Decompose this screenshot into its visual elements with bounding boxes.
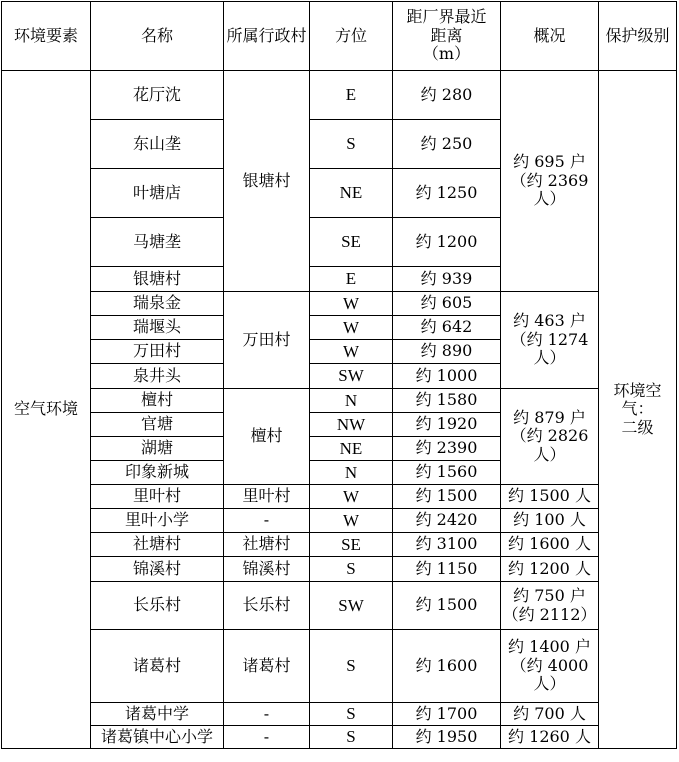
distance-cell: 约 1950 — [393, 726, 501, 749]
distance-cell: 约 1600 — [393, 630, 501, 703]
name-cell: 诸葛镇中心小学 — [91, 726, 224, 749]
name-cell: 瑞泉金 — [91, 292, 224, 316]
distance-cell: 约 1250 — [393, 169, 501, 218]
table-row — [2, 630, 677, 703]
distance-cell: 约 890 — [393, 340, 501, 364]
distance-cell: 约 1700 — [393, 703, 501, 726]
distance-cell: 约 2390 — [393, 437, 501, 461]
direction-cell: S — [310, 726, 393, 749]
element-cell: 空气环境 — [2, 71, 91, 749]
distance-cell: 约 1500 — [393, 582, 501, 630]
name-cell: 花厅沈 — [91, 71, 224, 120]
sensitive-targets-table — [1, 1, 677, 749]
direction-cell: W — [310, 509, 393, 533]
distance-cell: 约 280 — [393, 71, 501, 120]
distance-cell: 约 1580 — [393, 389, 501, 413]
distance-cell: 约 1200 — [393, 218, 501, 267]
direction-cell: SW — [310, 364, 393, 389]
overview-cell: 约 1600 人 — [501, 533, 599, 557]
table-row — [2, 557, 677, 582]
protection-level-cell: 环境空 气： 二级 — [599, 71, 677, 749]
distance-cell: 约 250 — [393, 120, 501, 169]
name-cell: 湖塘 — [91, 437, 224, 461]
table-row — [2, 582, 677, 630]
table-row — [2, 389, 677, 413]
overview-cell: 约 100 人 — [501, 509, 599, 533]
header-cell: 距厂界最近 距离 （m） — [393, 2, 501, 71]
village-cell: 万田村 — [224, 292, 310, 389]
name-cell: 锦溪村 — [91, 557, 224, 582]
village-cell: - — [224, 509, 310, 533]
distance-cell: 约 939 — [393, 267, 501, 292]
name-cell: 万田村 — [91, 340, 224, 364]
direction-cell: N — [310, 389, 393, 413]
distance-cell: 约 605 — [393, 292, 501, 316]
direction-cell: N — [310, 461, 393, 485]
name-cell: 诸葛村 — [91, 630, 224, 703]
table-row — [2, 509, 677, 533]
name-cell: 檀村 — [91, 389, 224, 413]
overview-cell: 约 1260 人 — [501, 726, 599, 749]
header-cell: 所属行政村 — [224, 2, 310, 71]
overview-cell: 约 1500 人 — [501, 485, 599, 509]
direction-cell: E — [310, 71, 393, 120]
village-cell: - — [224, 726, 310, 749]
table-row — [2, 292, 677, 316]
direction-cell: W — [310, 316, 393, 340]
header-cell: 保护级别 — [599, 2, 677, 71]
village-cell: 社塘村 — [224, 533, 310, 557]
overview-cell: 约 1200 人 — [501, 557, 599, 582]
direction-cell: W — [310, 340, 393, 364]
name-cell: 马塘垄 — [91, 218, 224, 267]
table-row — [2, 485, 677, 509]
distance-cell: 约 2420 — [393, 509, 501, 533]
overview-cell: 约 463 户 （约 1274 人） — [501, 292, 599, 389]
name-cell: 瑞堰头 — [91, 316, 224, 340]
direction-cell: S — [310, 120, 393, 169]
direction-cell: W — [310, 485, 393, 509]
distance-cell: 约 1920 — [393, 413, 501, 437]
village-cell: - — [224, 703, 310, 726]
direction-cell: SE — [310, 218, 393, 267]
direction-cell: NE — [310, 169, 393, 218]
name-cell: 官塘 — [91, 413, 224, 437]
village-cell: 里叶村 — [224, 485, 310, 509]
distance-cell: 约 1150 — [393, 557, 501, 582]
overview-cell: 约 1400 户 （约 4000 人） — [501, 630, 599, 703]
direction-cell: S — [310, 557, 393, 582]
direction-cell: NE — [310, 437, 393, 461]
table-row — [2, 533, 677, 557]
header-cell: 方位 — [310, 2, 393, 71]
direction-cell: W — [310, 292, 393, 316]
overview-cell: 约 695 户 （约 2369 人） — [501, 71, 599, 292]
name-cell: 印象新城 — [91, 461, 224, 485]
overview-cell: 约 879 户 （约 2826 人） — [501, 389, 599, 485]
direction-cell: S — [310, 703, 393, 726]
name-cell: 诸葛中学 — [91, 703, 224, 726]
distance-cell: 约 1560 — [393, 461, 501, 485]
header-cell: 名称 — [91, 2, 224, 71]
table-row — [2, 71, 677, 120]
name-cell: 泉井头 — [91, 364, 224, 389]
direction-cell: SW — [310, 582, 393, 630]
name-cell: 里叶小学 — [91, 509, 224, 533]
overview-cell: 约 750 户 （约 2112） — [501, 582, 599, 630]
village-cell: 诸葛村 — [224, 630, 310, 703]
header-cell: 概况 — [501, 2, 599, 71]
direction-cell: S — [310, 630, 393, 703]
direction-cell: SE — [310, 533, 393, 557]
overview-cell: 约 700 人 — [501, 703, 599, 726]
distance-cell: 约 1500 — [393, 485, 501, 509]
distance-cell: 约 1000 — [393, 364, 501, 389]
direction-cell: E — [310, 267, 393, 292]
name-cell: 东山垄 — [91, 120, 224, 169]
header-row — [2, 2, 677, 71]
village-cell: 锦溪村 — [224, 557, 310, 582]
direction-cell: NW — [310, 413, 393, 437]
header-cell: 环境要素 — [2, 2, 91, 71]
name-cell: 叶塘店 — [91, 169, 224, 218]
table-row — [2, 703, 677, 726]
name-cell: 社塘村 — [91, 533, 224, 557]
table-row — [2, 726, 677, 749]
name-cell: 长乐村 — [91, 582, 224, 630]
distance-cell: 约 3100 — [393, 533, 501, 557]
name-cell: 银塘村 — [91, 267, 224, 292]
village-cell: 银塘村 — [224, 71, 310, 292]
village-cell: 檀村 — [224, 389, 310, 485]
village-cell: 长乐村 — [224, 582, 310, 630]
name-cell: 里叶村 — [91, 485, 224, 509]
distance-cell: 约 642 — [393, 316, 501, 340]
